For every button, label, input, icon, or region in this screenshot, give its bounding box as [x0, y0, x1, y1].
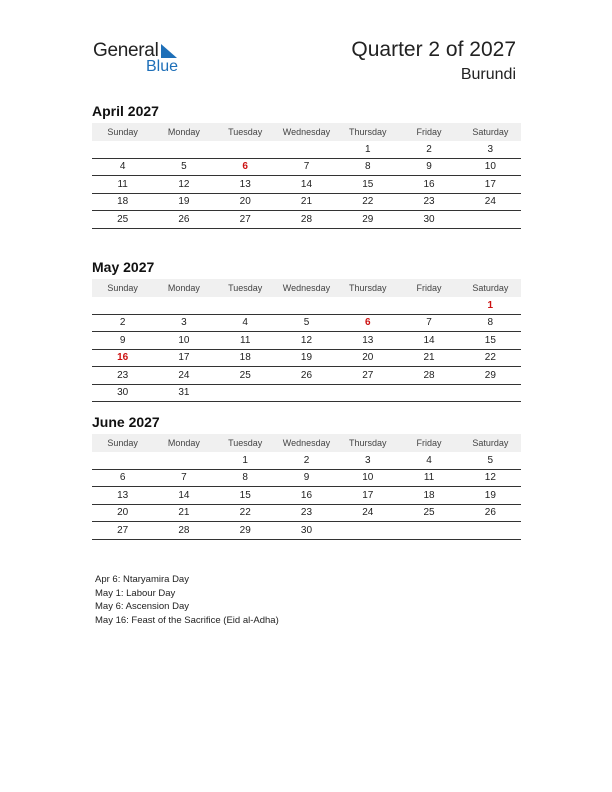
- country-name: Burundi: [460, 66, 516, 83]
- weekday-label: Saturday: [472, 127, 509, 137]
- day-cell: 9: [303, 472, 310, 484]
- day-cell: 24: [362, 507, 374, 519]
- day-cell: 11: [117, 178, 128, 190]
- day-cell: 20: [362, 352, 374, 364]
- week-row: [92, 470, 521, 488]
- weekday-header-row: [92, 279, 521, 297]
- day-cell: 11: [240, 334, 251, 346]
- week-row: [92, 194, 521, 212]
- day-cell: 13: [117, 489, 129, 501]
- day-cell: 5: [303, 317, 310, 329]
- day-cell: 29: [484, 369, 496, 381]
- holiday-day-cell: 16: [117, 352, 129, 364]
- day-cell: 14: [423, 334, 435, 346]
- weekday-label: Wednesday: [282, 127, 331, 137]
- day-cell: 3: [181, 317, 187, 329]
- week-row: [92, 350, 521, 368]
- day-cell: 10: [484, 161, 496, 173]
- weekday-label: Sunday: [107, 438, 138, 448]
- day-cell: 12: [484, 472, 496, 484]
- month-calendar: [92, 414, 521, 540]
- week-row: [92, 159, 521, 177]
- weekday-label: Monday: [167, 438, 200, 448]
- day-cell: 30: [423, 213, 435, 225]
- week-row: [92, 211, 521, 229]
- day-cell: 28: [423, 369, 435, 381]
- week-row: [92, 452, 521, 470]
- month-calendar: [92, 259, 521, 402]
- day-cell: 19: [300, 352, 313, 364]
- day-cell: 20: [239, 196, 251, 208]
- week-row: [92, 315, 521, 333]
- day-cell: 27: [117, 524, 129, 536]
- weekday-label: Friday: [416, 127, 442, 137]
- weekday-label: Thursday: [349, 438, 387, 448]
- day-cell: 24: [484, 196, 496, 208]
- day-cell: 28: [300, 213, 313, 225]
- day-cell: 14: [300, 178, 313, 190]
- day-cell: 2: [426, 143, 432, 155]
- day-cell: 1: [242, 454, 248, 466]
- weekday-label: Monday: [167, 127, 200, 137]
- day-cell: 15: [484, 334, 496, 346]
- day-cell: 2: [119, 317, 126, 329]
- day-cell: 30: [117, 387, 129, 399]
- brand-blue: Blue: [146, 58, 179, 75]
- day-cell: 18: [239, 352, 251, 364]
- day-cell: 7: [181, 472, 187, 484]
- day-cell: 7: [426, 317, 432, 329]
- holiday-list: [95, 573, 279, 627]
- week-row: [92, 487, 521, 505]
- holiday-entry: May 16: Feast of the Sacrifice (Eid al-Adha): [95, 614, 279, 626]
- day-cell: 25: [239, 369, 251, 381]
- weekday-label: Thursday: [349, 283, 387, 293]
- weekday-header-row: [92, 434, 521, 452]
- holiday-day-cell: 1: [487, 299, 494, 311]
- weekday-label: Saturday: [472, 283, 509, 293]
- day-cell: 21: [178, 507, 190, 519]
- day-cell: 19: [484, 489, 496, 501]
- day-cell: 1: [364, 143, 371, 155]
- weekday-label: Sunday: [107, 283, 138, 293]
- weekday-label: Tuesday: [228, 283, 263, 293]
- day-cell: 18: [117, 196, 129, 208]
- day-cell: 28: [178, 524, 190, 536]
- holiday-entry: Apr 6: Ntaryamira Day: [95, 574, 189, 585]
- day-cell: 17: [178, 352, 190, 364]
- weekday-label: Thursday: [349, 127, 387, 137]
- holiday-day-cell: 6: [242, 161, 248, 173]
- day-cell: 21: [423, 352, 435, 364]
- weekday-label: Wednesday: [282, 438, 331, 448]
- day-cell: 4: [242, 317, 248, 329]
- day-cell: 4: [426, 454, 432, 466]
- day-cell: 26: [178, 213, 190, 225]
- day-cell: 23: [117, 369, 129, 381]
- day-cell: 15: [239, 489, 251, 501]
- day-cell: 20: [117, 507, 129, 519]
- day-cell: 17: [484, 178, 496, 190]
- weekday-label: Friday: [416, 283, 442, 293]
- day-cell: 10: [362, 472, 374, 484]
- day-cell: 31: [178, 387, 190, 399]
- day-cell: 11: [423, 472, 435, 484]
- page-title: Quarter 2 of 2027: [351, 38, 516, 61]
- day-cell: 8: [364, 161, 371, 173]
- week-row: [92, 176, 521, 194]
- weekday-label: Wednesday: [282, 283, 331, 293]
- day-cell: 25: [423, 507, 435, 519]
- day-cell: 18: [423, 489, 435, 501]
- week-row: [92, 297, 521, 315]
- weekday-label: Tuesday: [228, 127, 263, 137]
- week-row: [92, 385, 521, 403]
- day-cell: 13: [362, 334, 374, 346]
- weekday-label: Sunday: [107, 127, 138, 137]
- day-cell: 24: [178, 369, 190, 381]
- week-row: [92, 332, 521, 350]
- day-cell: 25: [117, 213, 129, 225]
- day-cell: 19: [178, 196, 190, 208]
- weekday-label: Friday: [416, 438, 442, 448]
- day-cell: 22: [484, 352, 496, 364]
- brand-triangle-icon: [161, 44, 177, 58]
- day-cell: 16: [423, 178, 435, 190]
- week-row: [92, 367, 521, 385]
- holiday-entry: May 1: Labour Day: [95, 587, 176, 599]
- holiday-entry: May 6: Ascension Day: [95, 601, 189, 612]
- month-title: June 2027: [92, 414, 160, 430]
- day-cell: 23: [423, 196, 435, 208]
- day-cell: 29: [239, 524, 251, 536]
- month-title: April 2027: [92, 103, 159, 119]
- week-row: [92, 505, 521, 523]
- day-cell: 13: [239, 178, 251, 190]
- day-cell: 2: [303, 454, 310, 466]
- month-title: May 2027: [92, 259, 155, 275]
- day-cell: 5: [181, 161, 187, 173]
- day-cell: 27: [362, 369, 374, 381]
- day-cell: 16: [300, 489, 313, 501]
- brand-general: General: [93, 40, 159, 61]
- month-calendar: [92, 103, 521, 229]
- day-cell: 14: [178, 489, 190, 501]
- day-cell: 7: [303, 161, 310, 173]
- day-cell: 26: [300, 369, 313, 381]
- day-cell: 29: [362, 213, 374, 225]
- day-cell: 12: [300, 334, 313, 346]
- day-cell: 15: [362, 178, 374, 190]
- day-cell: 21: [300, 196, 313, 208]
- day-cell: 10: [178, 334, 190, 346]
- week-row: [92, 141, 521, 159]
- day-cell: 27: [239, 213, 251, 225]
- brand-logo: [93, 40, 193, 80]
- holiday-day-cell: 6: [364, 317, 371, 329]
- day-cell: 8: [487, 317, 494, 329]
- day-cell: 12: [178, 178, 190, 190]
- week-row: [92, 522, 521, 540]
- day-cell: 26: [484, 507, 496, 519]
- weekday-label: Monday: [167, 283, 200, 293]
- day-cell: 22: [362, 196, 374, 208]
- day-cell: 23: [300, 507, 313, 519]
- day-cell: 4: [119, 161, 126, 173]
- day-cell: 9: [426, 161, 432, 173]
- weekday-label: Tuesday: [228, 438, 263, 448]
- day-cell: 3: [487, 143, 494, 155]
- weekday-label: Saturday: [472, 438, 509, 448]
- day-cell: 17: [362, 489, 374, 501]
- day-cell: 5: [487, 454, 494, 466]
- day-cell: 22: [239, 507, 251, 519]
- day-cell: 6: [119, 472, 126, 484]
- day-cell: 9: [119, 334, 126, 346]
- day-cell: 30: [300, 524, 313, 536]
- weekday-header-row: [92, 123, 521, 141]
- day-cell: 3: [364, 454, 371, 466]
- day-cell: 8: [242, 472, 248, 484]
